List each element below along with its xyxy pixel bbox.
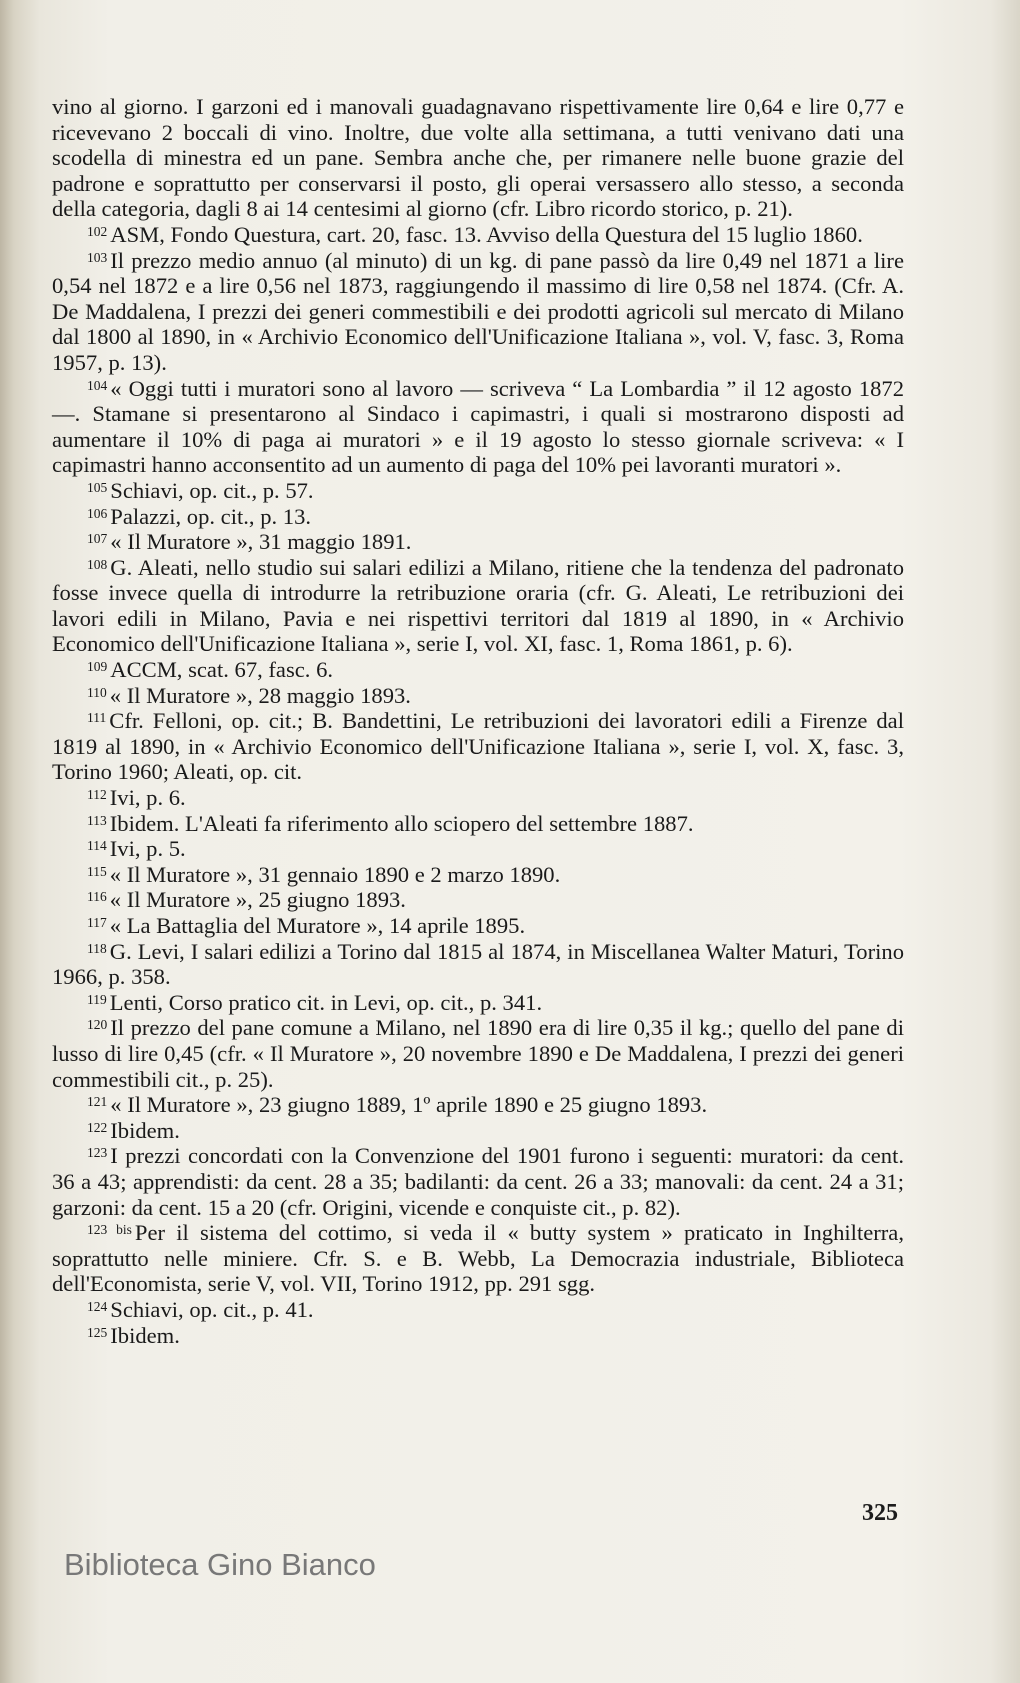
footnote-number: 116 [87, 889, 107, 905]
footnote-text: « Oggi tutti i muratori sono al lavoro — scriveva “ La Lombardia ” il 12 agosto 1872 —. Stamane si presentarono al Sindaco i capimastri, i quali si mostrarono disposti ad aumentare il 10% di paga ai muratori » e il 19 agosto lo stesso giornale scriveva: « I capimastri hanno acconsentito ad un aumento di paga del 10% pei lavoranti muratori ». [52, 375, 904, 478]
footnote-item [52, 811, 904, 837]
footnote-number: 109 [87, 659, 108, 675]
footnote-text: Lenti, Corso pratico cit. in Levi, op. cit., p. 341. [109, 989, 543, 1015]
footnote-item [52, 887, 904, 913]
footnote-item [52, 657, 904, 683]
footnote-text: « Il Muratore », 23 giugno 1889, 1º aprile 1890 e 25 giugno 1893. [110, 1092, 708, 1118]
footnote-number: 118 [87, 940, 107, 956]
footnote-text: Ivi, p. 6. [109, 785, 186, 811]
footnote-number: 123 bis [87, 1222, 132, 1238]
footnote-item [52, 1092, 904, 1118]
footnote-number: 113 [87, 812, 107, 828]
footnotes-block [52, 94, 904, 1348]
footnote-list [52, 222, 904, 1348]
footnote-number: 120 [87, 1017, 108, 1033]
footnote-number: 121 [87, 1094, 108, 1110]
footnote-text: « Il Muratore », 25 giugno 1893. [109, 887, 406, 913]
footnote-text: Palazzi, op. cit., p. 13. [110, 503, 312, 529]
footnote-item [52, 222, 904, 248]
footnote-text: I prezzi concordati con la Convenzione del 1901 furono i seguenti: muratori: da cent. 36 a 43; apprendisti: da cent. 28 a 35; badilanti: da cent. 26 a 33; manovali: da cent. 24 a 31; garzoni: da cent. 15 a 20 (cfr. Origini, vicende e conquiste cit., p. 82). [52, 1143, 904, 1220]
footnote-text: « Il Muratore », 28 maggio 1893. [109, 682, 411, 708]
footnote-text: Ivi, p. 5. [109, 836, 186, 862]
footnote-number: 119 [87, 991, 107, 1007]
footnote-text: Ibidem. [110, 1117, 180, 1143]
footnote-item [52, 1220, 904, 1297]
footnote-item [52, 1118, 904, 1144]
footnote-number: 112 [87, 787, 107, 803]
footnote-item [52, 990, 904, 1016]
footnote-number: 107 [87, 531, 108, 547]
footnote-text: G. Aleati, nello studio sui salari edilizi a Milano, ritiene che la tendenza del padronato fosse invece quella di introdurre la retribuzione oraria (cfr. G. Aleati, Le retribuzioni dei lavori edili in Milano, Pavia e nei rispettivi territori dal 1819 al 1890, in « Archivio Economico dell'Unificazione Italiana », serie I, vol. XI, fasc. 1, Roma 1861, p. 6). [52, 554, 904, 657]
footnote-item [52, 1143, 904, 1220]
footnote-text: Il prezzo del pane comune a Milano, nel 1890 era di lire 0,35 il kg.; quello del pane di lusso di lire 0,45 (cfr. « Il Muratore », 20 novembre 1890 e De Maddalena, I prezzi dei generi commestibili cit., p. 25). [52, 1015, 904, 1092]
footnote-item [52, 555, 904, 657]
footnote-item [52, 862, 904, 888]
footnote-number: 114 [87, 838, 107, 854]
footnote-text: Cfr. Felloni, op. cit.; B. Bandettini, Le retribuzioni dei lavoratori edili a Firenze dal 1819 al 1890, in « Archivio Economico dell'Unificazione Italiana », serie I, vol. X, fasc. 3, Torino 1960; Aleati, op. cit. [52, 708, 904, 785]
footnote-item [52, 683, 904, 709]
continuation-paragraph: vino al giorno. I garzoni ed i manovali guadagnavano rispettivamente lire 0,64 e lire 0,77 e ricevevano 2 boccali di vino. Inoltre, due volte alla settimana, a tutti venivano dati una scodella di minestra ed un pane. Sembra anche che, per rimanere nelle buone grazie del padrone e soprattutto per conservarsi il posto, gli operai versassero allo stesso, a seconda della categoria, dagli 8 ai 14 centesimi al giorno (cfr. Libro ricordo storico, p. 21). [52, 94, 904, 222]
footnote-item [52, 708, 904, 785]
footnote-item [52, 376, 904, 478]
footnote-item [52, 529, 904, 555]
page-number: 325 [862, 1500, 898, 1526]
footnote-text: Schiavi, op. cit., p. 57. [110, 477, 314, 503]
footnote-number: 103 [87, 249, 108, 265]
footnote-number: 106 [87, 505, 108, 521]
footnote-number: 104 [87, 377, 108, 393]
footnote-number: 102 [87, 223, 108, 239]
footnote-number: 122 [87, 1119, 108, 1135]
footnote-number: 123 [87, 1145, 108, 1161]
footnote-text: ASM, Fondo Questura, cart. 20, fasc. 13. Avviso della Questura del 15 luglio 1860. [110, 221, 863, 247]
footnote-item [52, 913, 904, 939]
footnote-number: 110 [87, 684, 107, 700]
footnote-item [52, 478, 904, 504]
footnote-item [52, 939, 904, 990]
footnote-text: Ibidem. L'Aleati fa riferimento allo sciopero del settembre 1887. [109, 810, 694, 836]
footnote-number: 125 [87, 1324, 108, 1340]
footnote-text: « La Battaglia del Muratore », 14 aprile 1895. [109, 913, 526, 938]
footnote-text: G. Levi, I salari edilizi a Torino dal 1815 al 1874, in Miscellanea Walter Maturi, Torino 1966, p. 358. [52, 938, 904, 990]
watermark-text: Biblioteca Gino Bianco [64, 1547, 376, 1582]
footnote-number: 111 [87, 710, 107, 726]
footnote-item [52, 1297, 904, 1323]
footnote-text: Per il sistema del cottimo, si veda il « butty system » praticato in Inghilterra, soprattutto nelle miniere. Cfr. S. e B. Webb, La Democrazia industriale, Biblioteca dell'Economista, serie V, vol. VII, Torino 1912, pp. 291 sgg. [52, 1220, 904, 1297]
footnote-number: 115 [87, 863, 107, 879]
footnote-text: Ibidem. [110, 1322, 180, 1348]
footnote-item [52, 1323, 904, 1349]
footnote-text: Schiavi, op. cit., p. 41. [110, 1296, 314, 1322]
footnote-item [52, 836, 904, 862]
footnote-item [52, 785, 904, 811]
footnote-text: « Il Muratore », 31 gennaio 1890 e 2 marzo 1890. [109, 861, 561, 887]
footnote-number: 108 [87, 556, 108, 572]
footnote-number: 124 [87, 1298, 108, 1314]
footnote-number: 105 [87, 479, 108, 495]
footnote-item [52, 248, 904, 376]
footnote-number: 117 [87, 915, 107, 930]
footnote-text: ACCM, scat. 67, fasc. 6. [110, 657, 334, 683]
footnote-text: Il prezzo medio annuo (al minuto) di un kg. di pane passò da lire 0,49 nel 1871 a lire 0,54 nel 1872 e a lire 0,56 nel 1873, raggiungendo il massimo di lire 0,58 nel 1874. (Cfr. A. De Maddalena, I prezzi dei generi commestibili e dei prodotti agricoli sul mercato di Milano dal 1800 al 1890, in « Archivio Economico dell'Unificazione Italiana », vol. V, fasc. 3, Roma 1957, p. 13). [52, 247, 904, 375]
footnote-item [52, 504, 904, 530]
footnote-text: « Il Muratore », 31 maggio 1891. [110, 529, 412, 555]
footnote-item [52, 1015, 904, 1092]
